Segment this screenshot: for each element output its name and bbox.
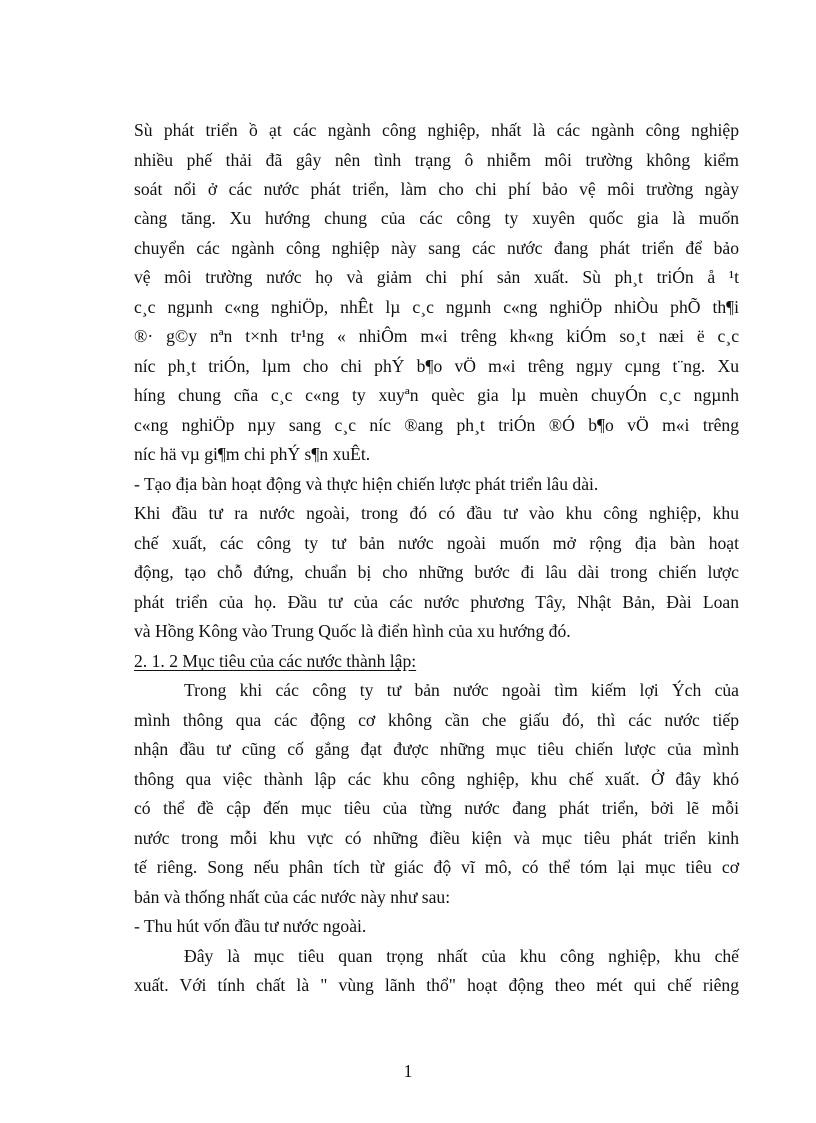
garbled-text-line: c«ng nghiÖp nµy sang c¸c níc ®ang ph¸t triÓn ®Ó b¶o vÖ m«i trêng (134, 415, 739, 435)
garbled-text-line: híng chung cña c¸c c«ng ty xuyªn quèc gia lµ muèn chuyÓn c¸c ngµnh (134, 385, 739, 405)
page-number: 1 (403, 1061, 413, 1081)
paragraph-line: chuyển các ngành công nghiệp này sang các nước đang phát triển để bảo (134, 238, 739, 258)
paragraph-line: động, tạo chỗ đứng, chuẩn bị cho những bước đi lâu dài trong chiến lược (134, 562, 739, 582)
bullet-item: - Tạo địa bàn hoạt động và thực hiện chiến lược phát triển lâu dài. (134, 474, 599, 494)
paragraph-line: Trong khi các công ty tư bản nước ngoài tìm kiếm lợi Ých của (184, 680, 739, 700)
garbled-text-line: c¸c ngµnh c«ng nghiÖp, nhÊt lµ c¸c ngµnh c«ng nghiÖp nhiÒu phÕ th¶i (134, 297, 739, 317)
paragraph-line: mình thông qua các động cơ không cần che giấu đó, thì các nước tiếp (134, 710, 739, 730)
paragraph-line: Sù phát triển ồ ạt các ngành công nghiệp, nhất là các ngành công nghiệp (134, 120, 739, 140)
paragraph-line: soát nổi ở các nước phát triển, làm cho chi phí bảo vệ môi trường ngày (134, 179, 739, 199)
paragraph-line: càng tăng. Xu hướng chung của các công ty xuyên quốc gia là muốn (134, 208, 739, 228)
garbled-text-line: níc hä vµ gi¶m chi phÝ s¶n xuÊt. (134, 444, 371, 464)
paragraph-line: có thể đề cập đến mục tiêu của từng nước đang phát triển, bởi lẽ mỗi (134, 798, 739, 818)
paragraph-line: bản và thống nhất của các nước này như sau: (134, 887, 451, 907)
garbled-text-line: níc ph¸t triÓn, lµm cho chi phÝ b¶o vÖ m«i trêng ngµy cµng t¨ng. Xu (134, 356, 739, 376)
paragraph-line: phát triển của họ. Đầu tư của các nước phương Tây, Nhật Bản, Đài Loan (134, 592, 739, 612)
paragraph-line: Khi đầu tư ra nước ngoài, trong đó có đầu tư vào khu công nghiệp, khu (134, 503, 739, 523)
paragraph-line: và Hồng Kông vào Trung Quốc là điển hình của xu hướng đó. (134, 621, 571, 641)
paragraph-line: nhận đầu tư cũng cố gắng đạt được những mục tiêu chiến lược của mình (134, 739, 739, 759)
paragraph-line: Đây là mục tiêu quan trọng nhất của khu công nghiệp, khu chế (184, 946, 739, 966)
section-heading: 2. 1. 2 Mục tiêu của các nước thành lập: (134, 651, 417, 671)
paragraph-line: nhiều phế thải đã gây nên tình trạng ô nhiễm môi trường không kiểm (134, 150, 739, 170)
paragraph-line: xuất. Với tính chất là " vùng lãnh thổ" hoạt động theo mét qui chế riêng (134, 975, 739, 995)
paragraph-line: nước trong mỗi khu vực có những điều kiện và mục tiêu phát triển kinh (134, 828, 739, 848)
garbled-text-line: ®· g©y nªn t×nh tr¹ng « nhiÔm m«i trêng kh«ng kiÓm so¸t næi ë c¸c (134, 326, 739, 346)
paragraph-line: vệ môi trường nước họ và giảm chi phí sản xuất. Sù ph¸t triÓn å ¹t (134, 267, 739, 287)
bullet-item: - Thu hút vốn đầu tư nước ngoài. (134, 916, 367, 936)
paragraph-line: tế riêng. Song nếu phân tích từ giác độ vĩ mô, có thể tóm lại mục tiêu cơ (134, 857, 739, 877)
paragraph-line: thông qua việc thành lập các khu công nghiệp, khu chế xuất. Ở đây khó (134, 769, 739, 789)
paragraph-line: chế xuất, các công ty tư bản nước ngoài muốn mở rộng địa bàn hoạt (134, 533, 739, 553)
